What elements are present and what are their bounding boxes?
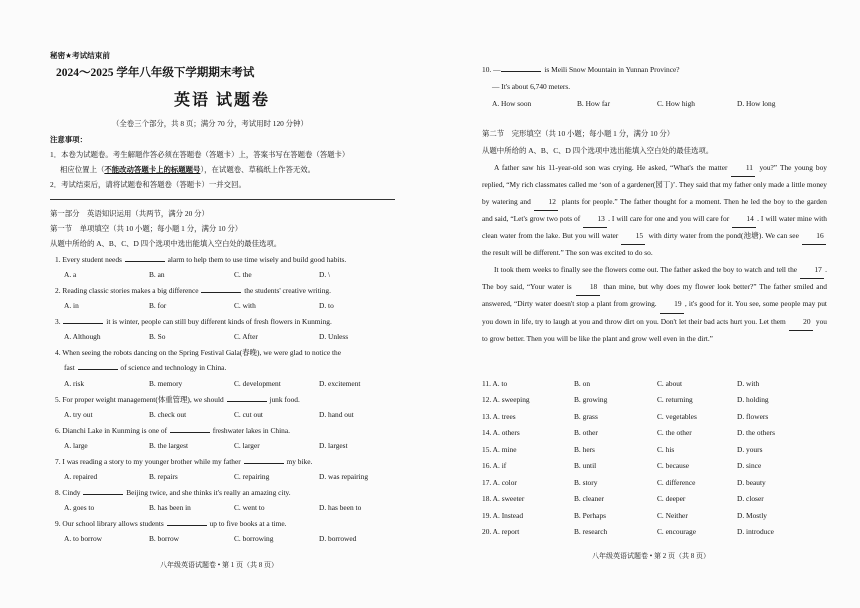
- notice-1: 1．本卷为试题卷。考生解题作答必须在答题卷（答题卡）上，答案书写在答题卷（答题卡）: [50, 150, 350, 159]
- option-a: 16. A. if: [482, 461, 507, 470]
- option-c: C. because: [657, 461, 690, 470]
- section-1-heading: 第一节 单项填空（共 10 小题；每小题 1 分，满分 10 分）: [50, 224, 243, 233]
- option-c: C. returning: [657, 395, 693, 404]
- option-c: C. cut out: [234, 410, 263, 419]
- option-b: B. memory: [149, 379, 183, 388]
- question-7: 7. I was reading a story to my younger brother while my father my bike.: [55, 457, 313, 466]
- option-a: A. a: [64, 270, 77, 279]
- option-a: A. in: [64, 301, 79, 310]
- option-c: C. After: [234, 332, 258, 341]
- option-d: D. How long: [737, 99, 776, 108]
- option-a: A. risk: [64, 379, 85, 388]
- option-d: D. with: [737, 379, 760, 388]
- option-a: A. repaired: [64, 472, 98, 481]
- section-2-instructions: 从题中所给的 A、B、C、D 四个选项中选出能填入空白处的最佳选项。: [482, 146, 714, 155]
- option-d: D. the others: [737, 428, 775, 437]
- cloze-passage: [482, 160, 827, 347]
- notice-heading: 注意事项：: [50, 135, 87, 144]
- notice-1-cont: 相应位置上（不能改动答题卡上的标题题号），在试题卷、草稿纸上作答无效。: [60, 165, 316, 174]
- exam-info: （全卷三个部分，共 8 页；满分 70 分，考试用时 120 分钟）: [112, 119, 308, 128]
- option-d: D. to: [319, 301, 334, 310]
- cloze-blank: 14: [732, 211, 756, 228]
- option-b: B. So: [149, 332, 166, 341]
- option-d: D. was repairing: [319, 472, 369, 481]
- subject-title: 英语 试题卷: [174, 92, 271, 109]
- question-3: 3. it is winter, people can still buy different kinds of fresh flowers in Kunming.: [55, 317, 332, 326]
- option-c: C. How high: [657, 99, 695, 108]
- option-b: B. until: [574, 461, 597, 470]
- confidential-label: 秘密★考试结束前: [50, 51, 110, 60]
- option-c: C. the: [234, 270, 252, 279]
- option-a: 18. A. sweeter: [482, 494, 525, 503]
- option-c: C. his: [657, 445, 675, 454]
- page-footer-2: 八年级英语试题卷 • 第 2 页（共 8 页）: [592, 552, 710, 560]
- option-b: B. the largest: [149, 441, 189, 450]
- passage-paragraph-2: It took them weeks to finally see the flowers come out. The father asked the boy to watch and tell the 17 . The boy said, “Your water is 18 than mine, but why does my flower look better?” The father smiled and answered, “Dirty water doesn't stop a plant from growing. 19 , it's good for it. You see, some people may put you down in life, try to laugh at you and throw dirt on you. Don't let their bad acts hurt you. Let them 20 you to grow better. Then you will be like the plant and grow well even in the dirt.”: [482, 262, 827, 347]
- option-d: D. borrowed: [319, 534, 357, 543]
- question-10-answer: — It's about 6,740 meters.: [492, 82, 571, 91]
- page-footer-1: 八年级英语试题卷 • 第 1 页（共 8 页）: [160, 561, 278, 569]
- question-5: 5. For proper weight management(体重管理), we should junk food.: [55, 395, 300, 404]
- option-b: B. research: [574, 527, 608, 536]
- option-d: D. introduce: [737, 527, 774, 536]
- option-a: 13. A. trees: [482, 412, 516, 421]
- cloze-blank: 12: [534, 194, 558, 211]
- option-a: A. to borrow: [64, 534, 102, 543]
- option-c: C. larger: [234, 441, 260, 450]
- option-b: B. growing: [574, 395, 608, 404]
- option-b: B. borrow: [149, 534, 179, 543]
- option-a: A. Although: [64, 332, 101, 341]
- cloze-blank: 13: [583, 211, 607, 228]
- question-9: 9. Our school library allows students up to five books at a time.: [55, 519, 287, 528]
- section-2-heading: 第二节 完形填空（共 10 小题；每小题 1 分，满分 10 分）: [482, 129, 675, 138]
- exam-title: 2024～2025 学年八年级下学期期末考试: [56, 67, 255, 79]
- notice-2: 2．考试结束后，请将试题卷和答题卷（答题卡）一并交回。: [50, 180, 246, 189]
- option-a: 15. A. mine: [482, 445, 517, 454]
- option-d: D. largest: [319, 441, 348, 450]
- option-b: B. an: [149, 270, 165, 279]
- option-c: C. about: [657, 379, 683, 388]
- section-1-instructions: 从题中所给的 A、B、C、D 四个选项中选出能填入空白处的最佳选项。: [50, 239, 282, 248]
- option-a: 20. A. report: [482, 527, 520, 536]
- option-d: D. has been to: [319, 503, 362, 512]
- question-6: 6. Dianchi Lake in Kunming is one of freshwater lakes in China.: [55, 426, 290, 435]
- option-a: A. How soon: [492, 99, 532, 108]
- option-a: 17. A. color: [482, 478, 517, 487]
- question-2: 2. Reading classic stories makes a big difference the students' creative writing.: [55, 286, 331, 295]
- option-c: C. the other: [657, 428, 692, 437]
- option-d: D. Mostly: [737, 511, 767, 520]
- option-d: D. excitement: [319, 379, 361, 388]
- option-a: 11. A. to: [482, 379, 508, 388]
- option-d: D. \: [319, 270, 331, 279]
- cloze-blank: 19: [660, 296, 684, 313]
- option-c: C. vegetables: [657, 412, 697, 421]
- cloze-blank: 20: [789, 314, 813, 331]
- option-a: 19. A. Instead: [482, 511, 524, 520]
- option-c: C. deeper: [657, 494, 686, 503]
- option-b: B. for: [149, 301, 167, 310]
- option-d: D. flowers: [737, 412, 769, 421]
- option-b: B. cleaner: [574, 494, 604, 503]
- option-a: A. goes to: [64, 503, 95, 512]
- option-b: B. repairs: [149, 472, 178, 481]
- question-4-cont: fast of science and technology in China.: [64, 363, 227, 372]
- option-c: C. development: [234, 379, 281, 388]
- question-10: 10. — is Meili Snow Mountain in Yunnan Province?: [482, 65, 680, 74]
- option-b: B. has been in: [149, 503, 191, 512]
- option-b: B. grass: [574, 412, 598, 421]
- cloze-blank: 15: [621, 228, 645, 245]
- option-d: D. yours: [737, 445, 763, 454]
- option-d: D. holding: [737, 395, 769, 404]
- option-c: C. difference: [657, 478, 696, 487]
- option-b: B. check out: [149, 410, 187, 419]
- option-d: D. Unless: [319, 332, 349, 341]
- part-1-heading: 第一部分 英语知识运用（共两节，满分 20 分）: [50, 209, 209, 218]
- option-b: B. other: [574, 428, 598, 437]
- option-a: A. try out: [64, 410, 93, 419]
- cloze-blank: 18: [576, 279, 600, 296]
- cloze-blank: 17: [800, 262, 824, 279]
- option-b: B. story: [574, 478, 598, 487]
- option-b: B. on: [574, 379, 591, 388]
- option-b: B. How far: [577, 99, 611, 108]
- divider-line: [50, 199, 395, 200]
- cloze-blank: 16: [802, 228, 826, 245]
- option-c: C. Neither: [657, 511, 688, 520]
- option-d: D. beauty: [737, 478, 766, 487]
- option-d: D. closer: [737, 494, 764, 503]
- question-4: 4. When seeing the robots dancing on the Spring Festival Gala(春晚), we were glad to notice the: [55, 348, 341, 357]
- option-c: C. with: [234, 301, 256, 310]
- passage-paragraph-1: A father saw his 11-year-old son was crying. He asked, “What's the matter 11 you?” The young boy replied, “My rich classmates called me ‘son of a gardener(园丁)’. They said that my father only made a little money by watering and 12 plants for people.” The father thought for a moment. Then he led the boy to the garden and said, “Let's grow two pots of 13 . I will care for one and you will care for 14 . I will water mine with clean water from the lake. But you will water 15 with dirty water from the pond(池塘). We can see 16 the result will be different.” The son was excited to do so.: [482, 160, 827, 262]
- option-b: B. Perhaps: [574, 511, 607, 520]
- option-a: 14. A. others: [482, 428, 520, 437]
- option-d: D. hand out: [319, 410, 354, 419]
- option-c: C. repairing: [234, 472, 270, 481]
- question-8: 8. Cindy Beijing twice, and she thinks it's really an amazing city.: [55, 488, 291, 497]
- option-d: D. since: [737, 461, 762, 470]
- option-b: B. hers: [574, 445, 595, 454]
- option-c: C. borrowing: [234, 534, 274, 543]
- question-1: 1. Every student needs alarm to help them to use time wisely and build good habits.: [55, 255, 347, 264]
- option-c: C. went to: [234, 503, 265, 512]
- cloze-blank: 11: [731, 160, 755, 177]
- option-a: 12. A. sweeping: [482, 395, 530, 404]
- option-c: C. encourage: [657, 527, 696, 536]
- option-a: A. large: [64, 441, 88, 450]
